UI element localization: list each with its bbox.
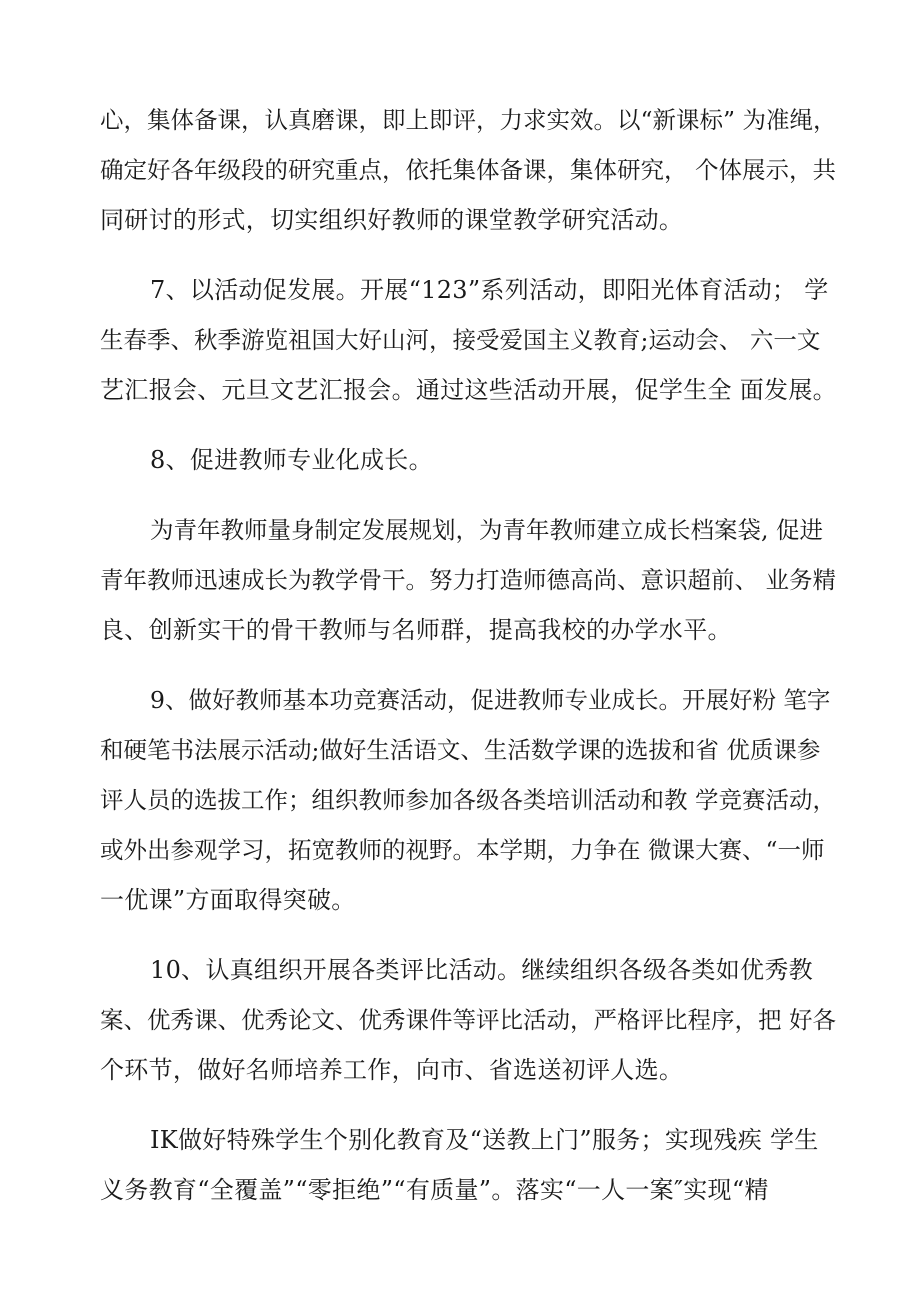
paragraph-6-line-2: 案、优秀课、优秀论文、优秀课件等评比活动，严格评比程序，把 好各	[100, 1006, 836, 1034]
paragraph-2-line-1: 7、以活动促发展。开展“123”系列活动，即阳光体育活动； 学	[150, 276, 829, 304]
paragraph-5-line-3: 评人员的选拔工作；组织教师参加各级各类培训活动和教 学竞赛活动，	[100, 786, 836, 814]
paragraph-2-line-2: 生春季、秋季游览祖国大好山河，接受爱国主义教育;运动会、 六一文	[100, 326, 821, 354]
paragraph-3-line-1: 8、促进教师专业化成长。	[150, 446, 433, 474]
paragraph-2-line-3: 艺汇报会、元旦文艺汇报会。通过这些活动开展，促学生全 面发展。	[100, 376, 837, 404]
paragraph-6-line-3: 个环节，做好名师培养工作，向市、省选送初评人选。	[100, 1056, 684, 1084]
paragraph-7-line-1: IK做好特殊学生个别化教育及“送教上门”服务；实现残疾 学生	[150, 1126, 819, 1154]
paragraph-5-line-5: 一优课”方面取得突破。	[100, 886, 356, 914]
paragraph-4-line-3: 良、创新实干的骨干教师与名师群，提高我校的办学水平。	[100, 616, 732, 644]
paragraph-4-line-2: 青年教师迅速成长为教学骨干。努力打造师德高尚、意识超前、 业务精	[100, 566, 836, 594]
paragraph-1-line-2: 确定好各年级段的研究重点，依托集体备课，集体研究， 个体展示，共	[100, 156, 836, 184]
paragraph-5-line-1: 9、做好教师基本功竞赛活动，促进教师专业成长。开展好粉 笔字	[150, 686, 831, 714]
paragraph-7-line-2: 义务教育“全覆盖”“零拒绝”“有质量”。落实“一人一案″实现“精	[100, 1176, 769, 1204]
paragraph-1-line-1: 心，集体备课，认真磨课，即上即评，力求实效。以“新课标” 为准绳，	[100, 106, 837, 134]
paragraph-5-line-4: 或外出参观学习，拓宽教师的视野。本学期，力争在 微课大赛、“一师	[100, 836, 825, 864]
paragraph-5-line-2: 和硬笔书法展示活动;做好生活语文、生活数学课的选拔和省 优质课参	[100, 736, 821, 764]
paragraph-4-line-1: 为青年教师量身制定发展规划，为青年教师建立成长档案袋, 促进	[150, 516, 823, 544]
paragraph-1-line-3: 同研讨的形式，切实组织好教师的课堂教学研究活动。	[100, 206, 684, 234]
paragraph-6-line-1: 10、认真组织开展各类评比活动。继续组织各级各类如优秀教	[150, 956, 813, 984]
